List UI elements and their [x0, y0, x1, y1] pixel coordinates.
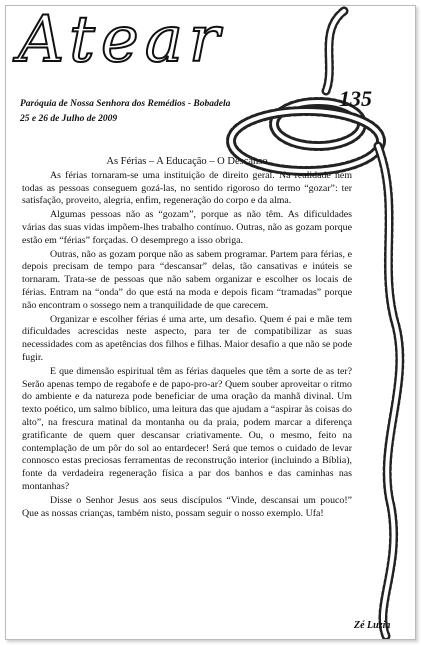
article-paragraph: Outras, não as gozam porque não as sabem programar. Partem para férias, e depois precisam de tempo para “descansar” delas, tão cansativas e inúteis se tornaram. Trata-se de pessoas que não sabem organizar e escolher os locais de férias. Entram na “onda” do que está na moda e depois ficam “tramadas” porque não encontram o sossego nem a tranquilidade de que carecem.: [22, 248, 352, 311]
article-paragraph: E que dimensão espiritual têm as férias daqueles que têm a sorte de as ter? Serão apenas tempo de regabofe e de papo-pro-ar? Quem souber aproveitar o ritmo do ambiente e da natureza pode beneficiar de uma oração da manhã divinal. Um texto poético, um salmo bíblico, uma leitura das que ajudam a “aspirar às coisas do alto”, na frescura matinal da montanha ou da praia, podem marcar a diferença gratificante de quem quer descansar criativamente. Ou, o mesmo, feito na contemplação de um pôr do sol ao entardecer! Será que temos o cuidado de levar connosco estas preciosas ferramentas de reconstrução interior (incluindo a Bíblia), fonte da verdadeira regeneração física a par dos banhos e das caminhas nas montanhas?: [22, 365, 352, 492]
author-signature: Zé Luzia: [354, 620, 391, 631]
parish-name: Paróquia de Nossa Senhora dos Remédios - Bobadela: [20, 99, 231, 109]
article-heading: As Férias – A Educação – O Descanso: [106, 156, 268, 167]
article-paragraph: Disse o Senhor Jesus aos seus discípulos “Vinde, descansai um pouco!” Que as nossas crianças, também nisto, possam seguir o nosso exemplo. Ufa!: [22, 494, 352, 519]
article-paragraph: Algumas pessoas não as “gozam”, porque as não têm. As dificuldades várias das suas vidas impõem-lhes trabalho contínuo. Outras, não as gozam porque estão em “férias” forçadas. O desemprego a isso obriga.: [22, 209, 352, 246]
issue-number: 135: [339, 86, 372, 111]
issue-date: 25 e 26 de Julho de 2009: [20, 114, 118, 124]
newsletter-title: Atear: [18, 5, 226, 77]
page: [5, 5, 416, 640]
article-paragraph: As férias tornaram-se uma instituição de direito geral. Na realidade nem todas as pessoas conseguem gozá-las, no sentido rigoroso do termo “gozar”: ter satisfação, proveito, alegria, enfim, regeneração do corpo e da alma.: [22, 169, 352, 207]
article-body: [22, 156, 352, 521]
article-paragraph: Organizar e escolher férias é uma arte, um desafio. Quem é pai e mãe tem dificuldades acrescidas neste aspecto, para ter de compatibilizar as suas necessidades com as apetências dos filhos e filhas. Maior desafio a que não se pode fugir.: [22, 313, 352, 363]
